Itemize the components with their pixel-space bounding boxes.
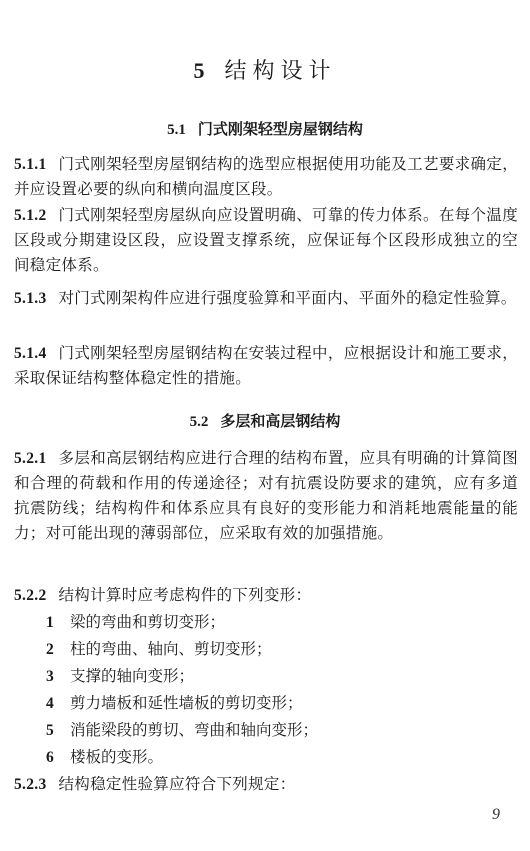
clause-text: 多层和高层钢结构应进行合理的结构布置，应具有明确的计算简图和合理的荷载和作用的传递途径；对有抗震设防要求的建筑，应有多道抗震防线；结构构件和体系应具有良好的变形能力和消耗地震能量的能力；对可能出现的薄弱部位，应采取有效的加强措施。 xyxy=(14,449,518,542)
clause-5-1-2 xyxy=(14,203,518,278)
item-text: 梁的弯曲和剪切变形； xyxy=(70,613,226,631)
section-title-text: 多层和高层钢结构 xyxy=(220,412,341,430)
item-text: 消能梁段的剪切、弯曲和轴向变形； xyxy=(70,721,319,739)
chapter-title xyxy=(0,54,530,85)
item-text: 柱的弯曲、轴向、剪切变形； xyxy=(70,640,272,658)
item-text: 剪力墙板和延性墙板的剪切变形； xyxy=(70,694,303,712)
item-text: 楼板的变形。 xyxy=(70,748,164,766)
clause-number: 5.1.2 xyxy=(14,207,47,224)
item-number: 1 xyxy=(46,614,54,631)
item-number: 3 xyxy=(46,668,54,685)
clause-5-1-3 xyxy=(14,286,518,311)
clause-number: 5.1.3 xyxy=(14,290,47,307)
clause-text: 门式刚架轻型房屋钢结构在安装过程中，应根据设计和施工要求，采取保证结构整体稳定性的措施。 xyxy=(14,344,518,387)
clause-5-2-2 xyxy=(14,583,518,608)
section-number: 5.1 xyxy=(167,122,186,138)
deformation-item-5 xyxy=(46,718,506,743)
section-title-5-1 xyxy=(0,118,530,139)
section-number: 5.2 xyxy=(189,414,209,430)
section-title-text: 门式刚架轻型房屋钢结构 xyxy=(197,120,363,138)
clause-number: 5.1.4 xyxy=(14,345,47,362)
clause-5-1-4 xyxy=(14,341,518,391)
clause-text: 结构稳定性验算应符合下列规定： xyxy=(58,775,296,793)
clause-number: 5.2.3 xyxy=(14,776,47,793)
deformation-item-4 xyxy=(46,691,506,716)
chapter-title-text: 结构设计 xyxy=(224,59,337,84)
clause-5-2-1 xyxy=(14,446,518,546)
clause-5-2-3 xyxy=(14,772,518,797)
clause-number: 5.2.1 xyxy=(14,450,47,467)
clause-text: 门式刚架轻型房屋纵向应设置明确、可靠的传力体系。在每个温度区段或分期建设区段，应设置支撑系统，应保证每个区段形成独立的空间稳定体系。 xyxy=(14,206,518,274)
clause-text: 结构计算时应考虑构件的下列变形： xyxy=(58,586,312,604)
item-text: 支撑的轴向变形； xyxy=(70,667,195,685)
clause-text: 门式刚架轻型房屋钢结构的选型应根据使用功能及工艺要求确定，并应设置必要的纵向和横向温度区段。 xyxy=(14,155,518,198)
deformation-item-1 xyxy=(46,610,506,635)
clause-number: 5.1.1 xyxy=(14,156,47,173)
deformation-item-6 xyxy=(46,745,506,770)
page-number: 9 xyxy=(492,806,500,823)
item-number: 5 xyxy=(46,722,54,739)
chapter-number: 5 xyxy=(193,58,211,83)
deformation-item-3 xyxy=(46,664,506,689)
item-number: 4 xyxy=(46,695,54,712)
section-title-5-2 xyxy=(0,410,530,431)
clause-text: 对门式刚架构件应进行强度验算和平面内、平面外的稳定性验算。 xyxy=(58,289,517,307)
item-number: 6 xyxy=(46,749,54,766)
deformation-item-2 xyxy=(46,637,506,662)
item-number: 2 xyxy=(46,641,54,658)
clause-5-1-1 xyxy=(14,152,518,202)
clause-number: 5.2.2 xyxy=(14,587,47,604)
